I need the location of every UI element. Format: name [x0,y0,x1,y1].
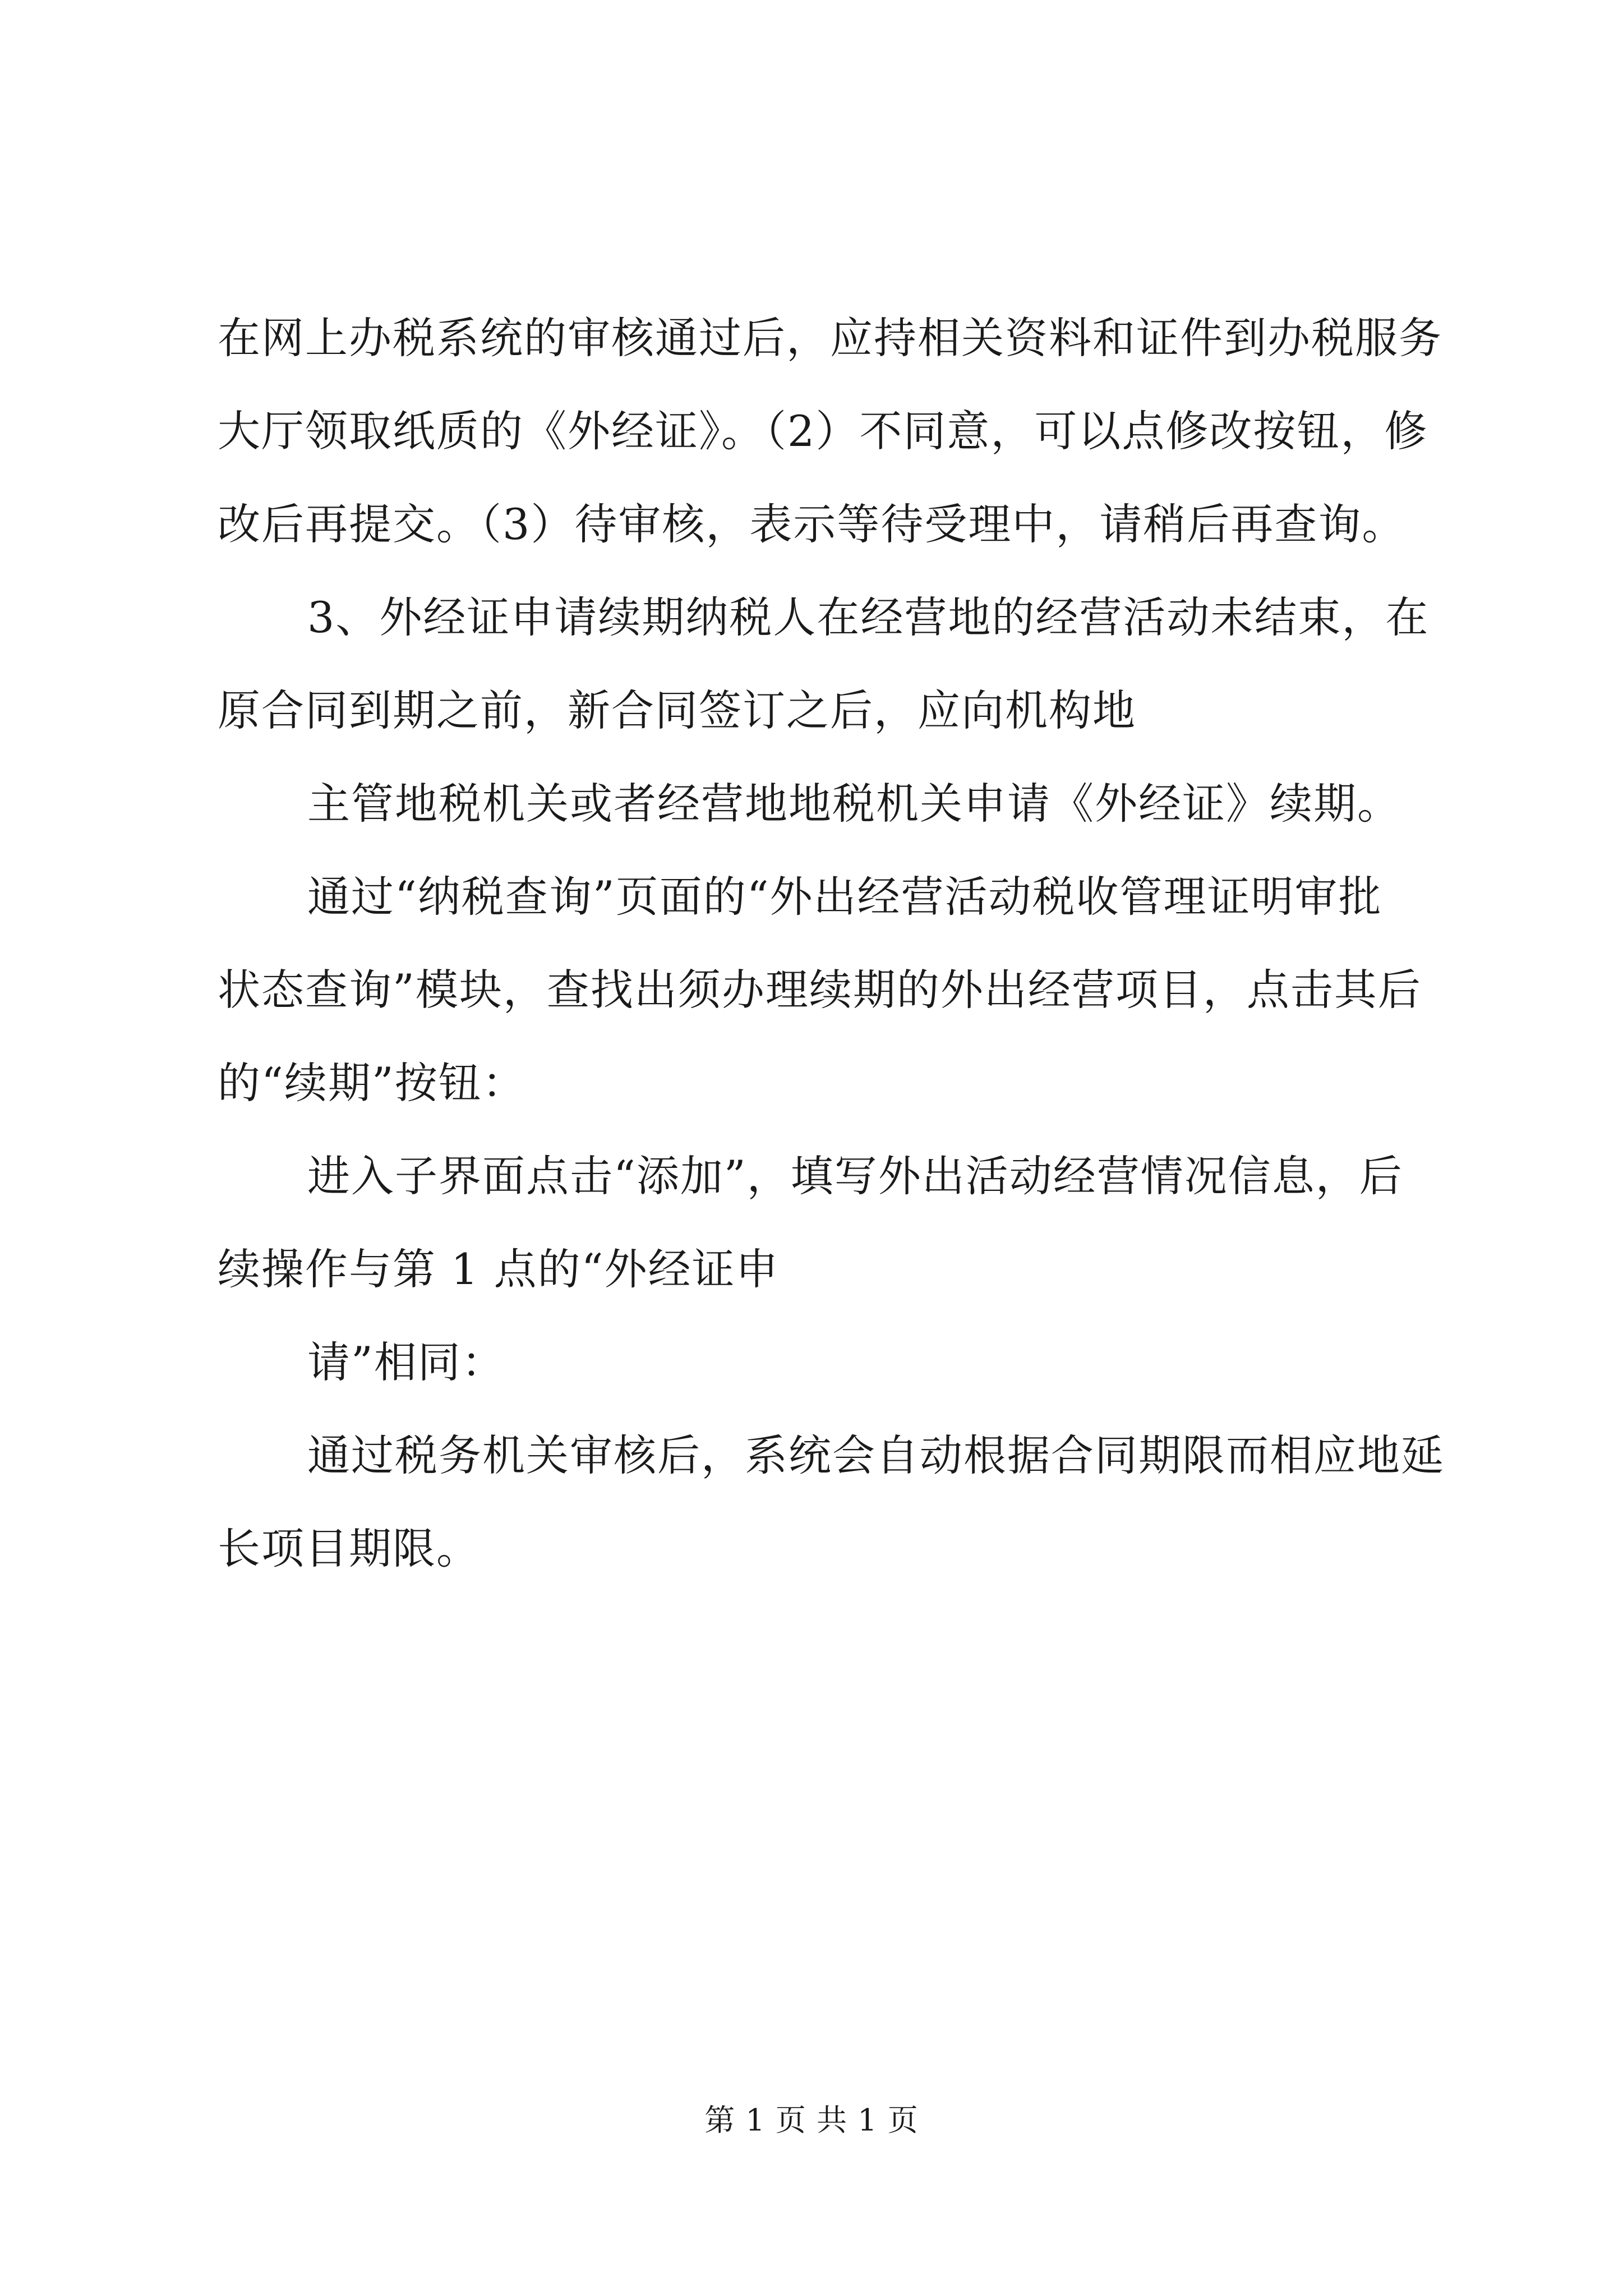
text-line: 状态查询”模块，查找出须办理续期的外出经营项目，点击其后 [218,965,1422,1015]
text-line: 进入子界面点击“添加”，填写外出活动经营情况信息，后 [307,1151,1403,1201]
text-line: 原合同到期之前，新合同签订之后，应向机构地 [218,685,1136,735]
document-body [218,292,1445,1595]
page-footer: 第 1 页 共 1 页 [704,2102,919,2138]
text-line: 的“续期”按钮： [218,1058,526,1108]
text-line: 请”相同： [307,1337,505,1387]
text-line: 在网上办税系统的审核通过后，应持相关资料和证件到办税服务 [218,313,1442,363]
text-line: 长项目期限。 [218,1524,480,1573]
text-line: 通过“纳税查询”页面的“外出经营活动税收管理证明审批 [307,872,1382,922]
text-line: 主管地税机关或者经营地地税机关申请《外经证》续期。 [307,779,1401,829]
text-line: 续操作与第 1 点的“外经证申 [218,1244,780,1294]
text-line: 通过税务机关审核后，系统会自动根据合同期限而相应地延 [307,1430,1445,1480]
text-line: 3、外经证申请续期纳税人在经营地的经营活动未结束，在 [307,592,1430,642]
text-line: 改后再提交。（3）待审核，表示等待受理中，请稍后再查询。 [218,499,1406,549]
text-line: 大厅领取纸质的《外经证》。（2）不同意，可以点修改按钮，修 [218,406,1428,456]
